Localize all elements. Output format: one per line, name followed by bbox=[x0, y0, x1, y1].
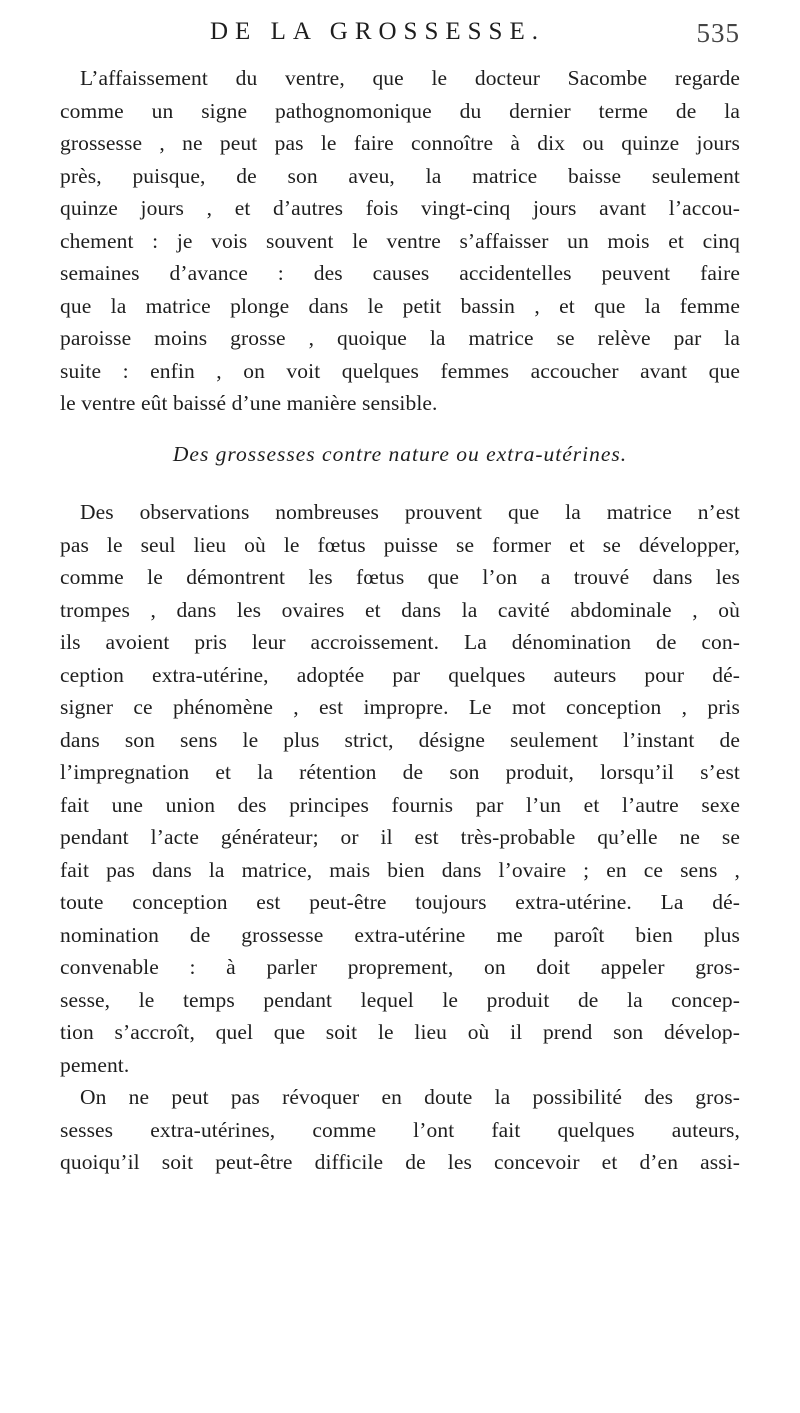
text-line: Des observations nombreuses prouvent que la matrice n’est bbox=[80, 500, 740, 524]
text-line: comme le démontrent les fœtus que l’on a trouvé dans les bbox=[60, 565, 740, 589]
text-line: quoiqu’il soit peut-être difficile de les concevoir et d’en assi- bbox=[60, 1150, 740, 1174]
text-line: ils avoient pris leur accroissement. La dénomination de con- bbox=[60, 630, 740, 654]
running-title: DE LA GROSSESSE. bbox=[210, 18, 545, 45]
text-line: que la matrice plonge dans le petit bassin , et que la femme bbox=[60, 293, 740, 318]
text-line: près, puisque, de son aveu, la matrice baisse seulement bbox=[60, 163, 740, 188]
text-line: fait une union des principes fournis par l’un et l’autre sexe bbox=[60, 792, 740, 817]
section-heading: Des grossesses contre nature ou extra-utérines. bbox=[172, 441, 628, 466]
text-line: quinze jours , et d’autres fois vingt-cinq jours avant l’accou- bbox=[60, 196, 740, 220]
text-line: pement. bbox=[60, 1052, 130, 1077]
text-line: dans son sens le plus strict, désigne seulement l’instant de bbox=[60, 727, 740, 752]
paragraph-1 bbox=[60, 62, 740, 420]
text-line: l’impregnation et la rétention de son produit, lorsqu’il s’est bbox=[60, 760, 740, 784]
text-line: paroisse moins grosse , quoique la matrice se relève par la bbox=[60, 326, 740, 350]
running-head bbox=[60, 18, 740, 58]
paragraph-3 bbox=[60, 1081, 740, 1179]
text-line: le ventre eût baissé d’une manière sensible. bbox=[60, 391, 438, 415]
text-line: semaines d’avance : des causes accidentelles peuvent faire bbox=[60, 261, 740, 285]
text-line: signer ce phénomène , est impropre. Le mot conception , pris bbox=[60, 695, 740, 719]
text-line: tion s’accroît, quel que soit le lieu où il prend son dévelop- bbox=[60, 1020, 740, 1044]
text-line: fait pas dans la matrice, mais bien dans l’ovaire ; en ce sens , bbox=[60, 857, 740, 882]
body-text bbox=[60, 62, 740, 1179]
text-line: sesses extra-utérines, comme l’ont fait quelques auteurs, bbox=[60, 1117, 740, 1142]
text-line: grossesse , ne peut pas le faire connoître à dix ou quinze jours bbox=[60, 131, 740, 155]
text-line: sesse, le temps pendant lequel le produit de la concep- bbox=[60, 987, 740, 1012]
text-line: ception extra-utérine, adoptée par quelques auteurs pour dé- bbox=[60, 662, 740, 687]
text-line: nomination de grossesse extra-utérine me paroît bien plus bbox=[60, 922, 740, 947]
text-line: toute conception est peut-être toujours extra-utérine. La dé- bbox=[60, 890, 740, 914]
text-line: pas le seul lieu où le fœtus puisse se former et se développer, bbox=[60, 532, 740, 557]
text-line: convenable : à parler proprement, on doit appeler gros- bbox=[60, 955, 740, 979]
text-line: suite : enfin , on voit quelques femmes accoucher avant que bbox=[60, 358, 740, 383]
text-line: chement : je vois souvent le ventre s’affaisser un mois et cinq bbox=[60, 228, 740, 253]
page-number: 535 bbox=[696, 18, 740, 48]
text-line: On ne peut pas révoquer en doute la possibilité des gros- bbox=[80, 1085, 740, 1109]
text-line: trompes , dans les ovaires et dans la cavité abdominale , où bbox=[60, 597, 740, 622]
paragraph-2 bbox=[60, 496, 740, 1081]
text-line: pendant l’acte générateur; or il est très-probable qu’elle ne se bbox=[60, 825, 740, 849]
text-line: L’affaissement du ventre, que le docteur Sacombe regarde bbox=[80, 66, 740, 90]
text-line: comme un signe pathognomonique du dernier terme de la bbox=[60, 98, 740, 123]
